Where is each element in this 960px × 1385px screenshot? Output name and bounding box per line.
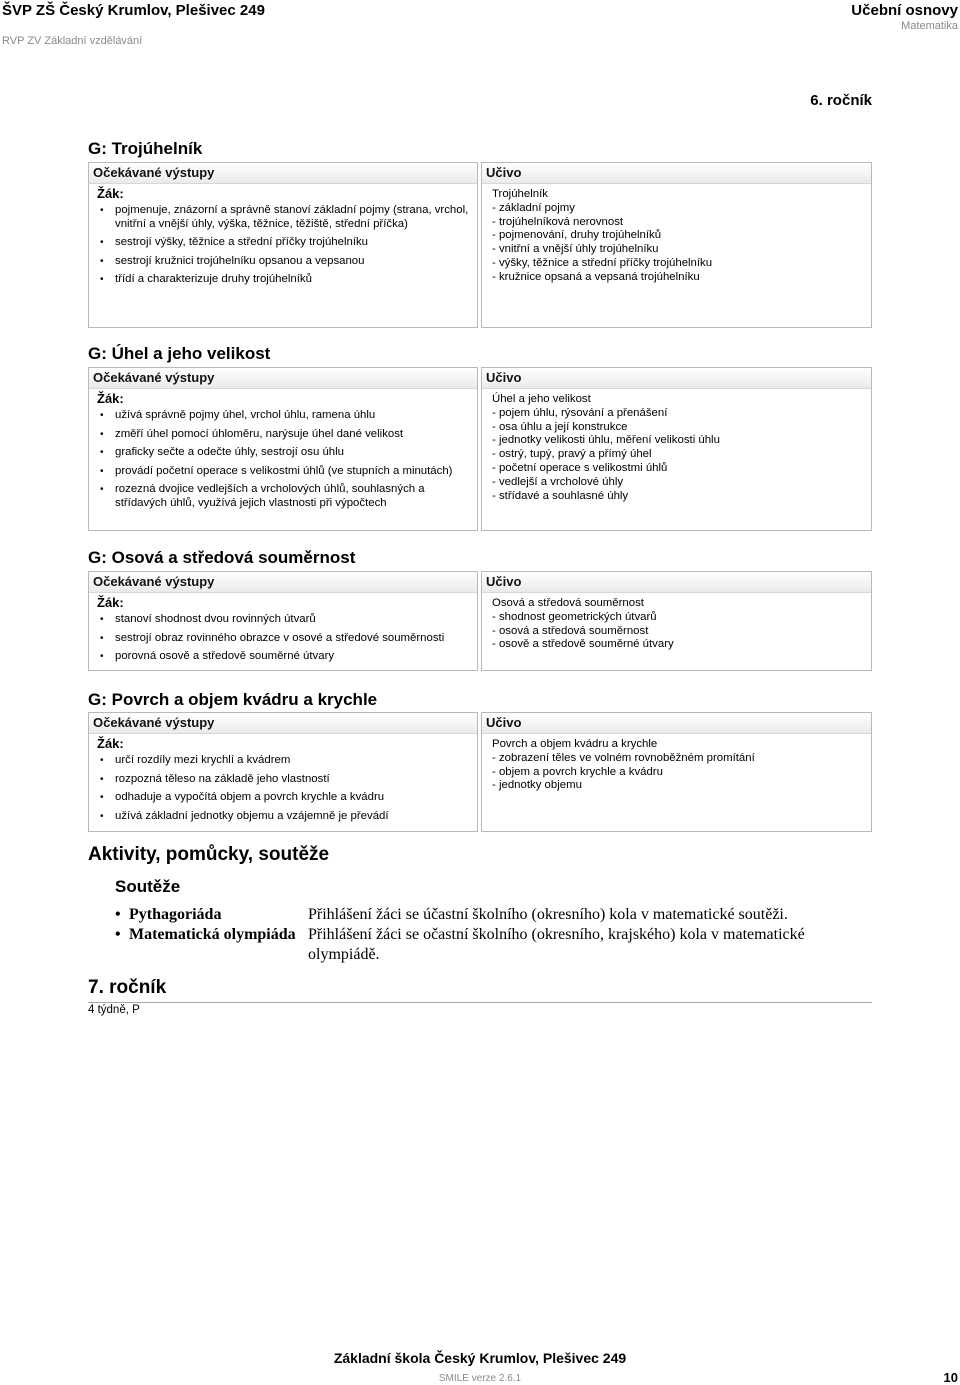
outcomes-box-soumernost	[88, 571, 478, 671]
content-box-soumernost	[481, 571, 872, 671]
content-lines	[492, 738, 871, 793]
zak-label: Žák:	[97, 595, 124, 610]
content-head: Učivo	[482, 163, 871, 184]
content-line: Povrch a objem kvádru a krychle	[492, 738, 658, 750]
list-item: • stanoví shodnost dvou rovinných útvarů	[115, 613, 473, 627]
page-number: 10	[943, 1370, 958, 1385]
section-title-trojuhelnik: G: Trojúhelník	[88, 139, 203, 158]
content-line: - základní pojmy	[492, 201, 575, 214]
content-line: - střídavé a souhlasné úhly	[492, 489, 629, 502]
content-box-povrch-objem	[481, 712, 872, 832]
section-title-povrch-objem: G: Povrch a objem kvádru a krychle	[88, 690, 378, 709]
content-line: - pojem úhlu, rýsování a přenášení	[492, 406, 668, 419]
list-item: • sestrojí kružnici trojúhelníku opsanou a vepsanou	[115, 255, 473, 269]
outcomes-box-povrch-objem	[88, 712, 478, 832]
zak-label: Žák:	[97, 391, 124, 406]
content-line: - osová a středová souměrnost	[492, 624, 649, 637]
zak-label: Žák:	[97, 186, 124, 201]
list-item: • třídí a charakterizuje druhy trojúhelníků	[115, 273, 473, 287]
header-subject: Matematika	[901, 20, 958, 32]
outcomes-list	[89, 613, 477, 664]
footer-version: SMILE verze 2.6.1	[438, 1373, 522, 1384]
competition-desc: Přihlášení žáci se účastní školního (okresního) kola v matematické soutěži.	[308, 906, 788, 923]
list-item: • změří úhel pomocí úhloměru, narýsuje úhel dané velikost	[115, 428, 473, 442]
list-item: • pojmenuje, znázorní a správně stanoví základní pojmy (strana, vrchol, vnitřní a vnější úhly, výška, těžnice, těžiště, střední příčka)	[115, 204, 473, 231]
outcomes-head: Očekávané výstupy	[89, 713, 477, 734]
list-item: • odhaduje a vypočítá objem a povrch krychle a kvádru	[115, 791, 473, 805]
list-item: • užívá správně pojmy úhel, vrchol úhlu, ramena úhlu	[115, 409, 473, 423]
zak-label: Žák:	[97, 736, 124, 751]
content-head: Učivo	[482, 572, 871, 593]
competitions-title: Soutěže	[115, 877, 181, 896]
competition-name: • Matematická olympiáda	[115, 925, 300, 945]
footer-school: Základní škola Český Krumlov, Plešivec 249	[333, 1350, 627, 1366]
list-item: • graficky sečte a odečte úhly, sestrojí osu úhlu	[115, 446, 473, 460]
list-item: • sestrojí obraz rovinného obrazce v osové a středové souměrnosti	[115, 632, 473, 646]
outcomes-list	[89, 754, 477, 823]
outcomes-list	[89, 409, 477, 511]
list-item: • rozezná dvojice vedlejších a vrcholových úhlů, souhlasných a střídavých úhlů, využívá jejich vlastnosti při výpočtech	[115, 483, 473, 510]
grade-title: 6. ročník	[810, 92, 872, 109]
content-lines	[492, 393, 871, 503]
content-head: Učivo	[482, 713, 871, 734]
activities-title: Aktivity, pomůcky, soutěže	[88, 844, 330, 865]
list-item: • porovná osově a středově souměrné útvary	[115, 650, 473, 664]
content-line: Osová a středová souměrnost	[492, 597, 644, 609]
content-line: - zobrazení těles ve volném rovnoběžném promítání	[492, 751, 755, 764]
content-lines	[492, 597, 871, 652]
next-grade-hours: 4 týdně, P	[88, 1004, 140, 1016]
outcomes-box-trojuhelnik	[88, 162, 478, 328]
outcomes-box-uhel	[88, 367, 478, 531]
content-line: - pojmenování, druhy trojúhelníků	[492, 229, 662, 242]
competitions-descriptions	[308, 905, 868, 965]
header-rvp: RVP ZV Základní vzdělávání	[2, 35, 143, 47]
list-item: • sestrojí výšky, těžnice a střední příčky trojúhelníku	[115, 236, 473, 250]
list-item: • rozpozná těleso na základě jeho vlastností	[115, 773, 473, 787]
content-line: - vedlejší a vrcholové úhly	[492, 475, 624, 488]
content-line: - osově a středově souměrné útvary	[492, 638, 674, 651]
content-line: - osa úhlu a její konstrukce	[492, 420, 628, 433]
section-title-uhel: G: Úhel a jeho velikost	[88, 344, 271, 363]
content-line: - početní operace s velikostmi úhlů	[492, 461, 668, 474]
outcomes-head: Očekávané výstupy	[89, 163, 477, 184]
divider	[88, 1002, 872, 1003]
header-doc-type: Učební osnovy	[851, 2, 958, 19]
content-line: - jednotky velikosti úhlu, měření velikosti úhlu	[492, 434, 720, 447]
content-box-trojuhelnik	[481, 162, 872, 328]
content-box-uhel	[481, 367, 872, 531]
content-line: - kružnice opsaná a vepsaná trojúhelníku	[492, 270, 700, 283]
content-line: Úhel a jeho velikost	[492, 393, 591, 405]
content-lines	[492, 188, 871, 285]
content-line: - vnitřní a vnější úhly trojúhelníku	[492, 243, 659, 256]
list-item: • určí rozdíly mezi krychlí a kvádrem	[115, 754, 473, 768]
competition-desc: Přihlášení žáci se očastní školního (okresního, krajského) kola v matematické olympiádě.	[308, 926, 805, 963]
content-head: Učivo	[482, 368, 871, 389]
content-line: - shodnost geometrických útvarů	[492, 610, 657, 623]
list-item: • užívá základní jednotky objemu a vzájemně je převádí	[115, 810, 473, 824]
outcomes-head: Očekávané výstupy	[89, 368, 477, 389]
list-item: • provádí početní operace s velikostmi úhlů (ve stupních a minutách)	[115, 465, 473, 479]
content-line: - ostrý, tupý, pravý a přímý úhel	[492, 448, 652, 461]
header-school: ŠVP ZŠ Český Krumlov, Plešivec 249	[2, 2, 265, 19]
competitions-list	[115, 905, 300, 945]
competition-name: • Pythagoriáda	[115, 905, 300, 925]
section-title-soumernost: G: Osová a středová souměrnost	[88, 548, 356, 567]
content-line: Trojúhelník	[492, 188, 548, 200]
content-line: - jednotky objemu	[492, 779, 582, 792]
content-line: - výšky, těžnice a střední příčky trojúhelníku	[492, 256, 713, 269]
outcomes-list	[89, 204, 477, 287]
content-line: - trojúhelníková nerovnost	[492, 215, 624, 228]
content-line: - objem a povrch krychle a kvádru	[492, 765, 663, 778]
next-grade-title: 7. ročník	[88, 977, 167, 998]
outcomes-head: Očekávané výstupy	[89, 572, 477, 593]
